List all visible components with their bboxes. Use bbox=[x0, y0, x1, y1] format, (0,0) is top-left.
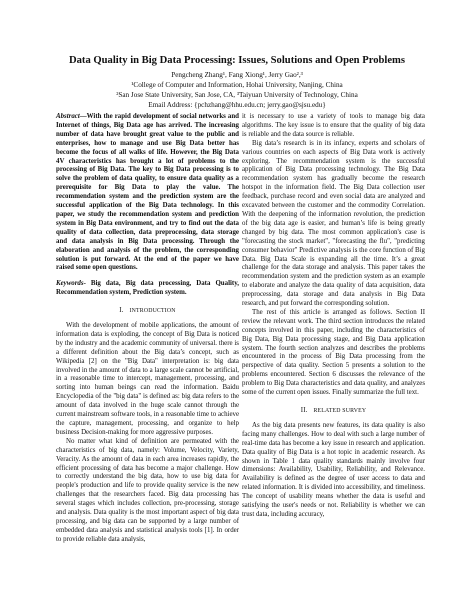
section-number: II. bbox=[300, 407, 308, 414]
paper-title: Data Quality in Big Data Processing: Issues, Solutions and Open Problems bbox=[68, 55, 405, 66]
affiliation-2: ²San Jose State University, San Jose, CA, ³Taiyuan University of Technology, China bbox=[116, 91, 358, 99]
section-heading-related-survey bbox=[242, 407, 425, 416]
abstract-text: —With the rapid development of social networks and Internet of things, Big Data age has arrived. The increasing number of data have brought great value to the public and enterprises, how to manage and use Big Data better has become the focus of all walks of life. However, the Big Data 4V characteristics has brought a lot of problems to the processing of Big Data. The key to Big Data processing is to solve the problem of data quality, to ensure data quality as a prerequisite for Big Data to play the value. The recommendation system and the prediction system are the successful application of the Big Data technology. In this paper, we study the recommendation system and prediction system in Big Data environment, and try to find out the data quality of data collection, data preprocessing, data storage and data analysis in Big Data processing. Through the elaboration and analysis of the problem, the corresponding solution is put forward. At the end of the paper we have raised some open questions. bbox=[56, 113, 239, 272]
body-paragraph: As the big data presents new features, its data quality is also facing many challenges. How to deal with such a large number of real-time data has become a key issue in research and application. Data quality of Big Data is a hot topic in academic research. As shown in Table 1 data quality standards mainly involve four dimensions: Availability, Usability, Reliability, and Relevance. Availability is defined as the degree of user access to data and related information. It is divided into accessibility, and timeliness. The concept of usability means whether the data is useful and satisfying the user's needs or not. Reliability is whether we can trust data, including accuracy, bbox=[242, 421, 425, 518]
author-block bbox=[40, 70, 434, 110]
left-column bbox=[56, 113, 239, 545]
section-heading-introduction bbox=[56, 307, 239, 316]
abstract-label: Abstract bbox=[56, 113, 80, 120]
right-column bbox=[242, 113, 425, 520]
body-paragraph: The rest of this article is arranged as follows. Section II review the relevant work. The third section introduces the related concepts involved in this paper, including the characteristics of Big Data, Big Data processing stage, and Big Data application system. The fourth section analyzes and describes the problems encountered in the process of Big Data processing from the perspective of data quality. Section 5 presents a solution to the problems encountered. Section 6 discusses the relevance of the problem to Big Data characteristics and data quality, and analyzes some of the current open issues. Finally summarize the full text. bbox=[242, 308, 425, 397]
email-line: Email Address: {pchzhang@hhu.edu.cn; jerry.gao@sjsu.edu} bbox=[148, 101, 326, 109]
keywords-text: Big data, Big data processing, Data Quality, Recommendation system, Prediction system. bbox=[56, 280, 239, 297]
abstract bbox=[56, 113, 239, 273]
keywords bbox=[56, 280, 239, 298]
author-names: Pengcheng Zhang¹, Fang Xiong¹, Jerry Gao²,³ bbox=[171, 71, 303, 79]
body-paragraph: it is necessary to use a variety of tools to manage big data algorithms. The key issue is to ensure that the quality of big data is reliable and the data source is reliable. bbox=[242, 113, 425, 138]
body-paragraph: Big data’s research is in its infancy, experts and scholars of various countries on each aspects of Big Data work is actively exploring. The recommendation system is the successful application of Big Data processing technology. The Big Data recommendation system has gradually become the research hotspot in the information field. The Big Data collection user feedback, purchase record and even social data are analyzed and excavated between the customer and the commodity Correlation. With the deepening of the information revolution, the prediction of the big data age is easier, and human’s life is being greatly changed by big data. The most common application's case is "forecasting the stock market", "forecasting the flu", "predicting consumer behavior" Predictive analysis is the core function of Big Data. Big Data Scale is expanding all the time. It’s a great challenge for the data storage and analysis. This paper takes the recommendation system and the prediction system as an example to elaborate and analyze the data quality of data acquisition, data preprocessing, data storage and data analysis in Big Data research, and put forward the corresponding solution. bbox=[242, 139, 425, 308]
section-title: INTRODUCTION bbox=[129, 308, 176, 315]
affiliation-1: ¹College of Computer and Information, Hohai University, Nanjing, China bbox=[131, 81, 343, 89]
body-paragraph: With the development of mobile applications, the amount of information data is exploding, the concept of Big Data is noticed by the industry and the academic community of universal. there is a different definition about the Big data’s concept, such as Wikipedia [2] on the "Big Data" interpretation is: big data involved in the amount of data to a large scale cannot be artificial, in a reasonable time to intercept, management, processing, and sorting into human beings can read the information. Baidu Encyclopedia of the "big data" is defined as: big data refers to the amount of data involved in the huge scale cannot through the current mainstream software tools, in a reasonable time to achieve the capture, management, processing, and organize to help business Decision-making for more aggressive purposes. bbox=[56, 322, 239, 436]
section-title: RELATED SURVEY bbox=[313, 408, 367, 414]
keywords-label: Keywords- bbox=[56, 280, 86, 288]
body-paragraph: No matter what kind of definition are permeated with the characteristics of big data, namely: Volume, Velocity, Variety, Veracity. As the amount of data in each area increases rapidly, the efficient processing of data has become a major challenge. How to correctly understand the big data, how to use big data for people's production and life to provide quality service is the new challenges that the researchers faced. Big data processing has several stages which includes collection, pre-processing, storage and analysis. Data quality is the most important aspect of big data processing, and big data can be supported by a large number of embedded data analysis and statistical analysis tools [1]. In order to provide reliable data analysis, bbox=[56, 437, 239, 543]
section-number: I. bbox=[119, 307, 124, 315]
